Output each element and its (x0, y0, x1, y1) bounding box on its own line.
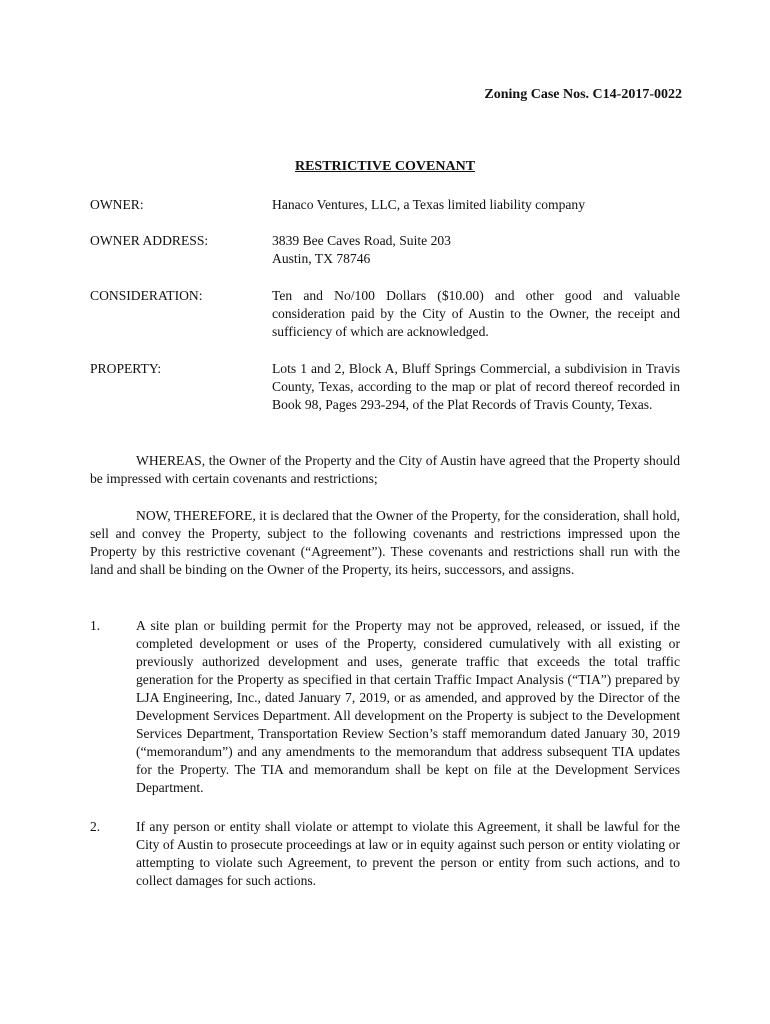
property-label: PROPERTY: (90, 361, 162, 376)
owner-address-value (272, 232, 680, 268)
owner-address-line2: Austin, TX 78746 (272, 251, 371, 266)
item-number: 1. (90, 618, 101, 633)
now-therefore-paragraph: NOW, THEREFORE, it is declared that the Owner of the Property, for the consideration, shall hold, sell and convey the Property, subject to the following covenants and restrictions impressed upon the Property by this restrictive covenant (“Agreement”). These covenants and restrictions shall run with the land and shall be binding on the Owner of the Property, its heirs, successors, and assigns. (90, 508, 680, 577)
owner-value: Hanaco Ventures, LLC, a Texas limited liability company (272, 197, 586, 212)
document-title: RESTRICTIVE COVENANT (294, 159, 476, 174)
consideration-row (90, 287, 680, 341)
covenant-item-1 (90, 617, 680, 797)
owner-address-label: OWNER ADDRESS: (90, 233, 209, 248)
item-number: 2. (90, 819, 101, 834)
consideration-value: Ten and No/100 Dollars ($10.00) and other good and valuable consideration paid by the City of Austin to the Owner, the receipt and sufficiency of which are acknowledged. (272, 288, 680, 339)
covenant-item-2 (90, 818, 680, 890)
owner-row (90, 196, 680, 214)
whereas-paragraph: WHEREAS, the Owner of the Property and the City of Austin have agreed that the Property should be impressed with certain covenants and restrictions; (90, 453, 680, 486)
owner-label: OWNER: (90, 197, 144, 212)
property-value: Lots 1 and 2, Block A, Bluff Springs Commercial, a subdivision in Travis County, Texas, according to the map or plat of record thereof recorded in Book 98, Pages 293-294, of the Plat Records of Travis County, Texas. (272, 361, 680, 412)
owner-address-line1: 3839 Bee Caves Road, Suite 203 (272, 233, 451, 248)
item-text: If any person or entity shall violate or attempt to violate this Agreement, it shall be lawful for the City of Austin to prosecute proceedings at law or in equity against such person or entity violating or attempting to violate such Agreement, to prevent the person or entity from such actions, and to collect damages for such actions. (136, 819, 680, 888)
property-row (90, 360, 680, 414)
consideration-label: CONSIDERATION: (90, 288, 203, 303)
case-number: Zoning Case Nos. C14-2017-0022 (484, 87, 682, 102)
item-text: A site plan or building permit for the Property may not be approved, released, or issued, if the completed development or uses of the Property, considered cumulatively with all existing or previously authorized development and uses, generate traffic that exceeds the total traffic generation for the Property as specified in that certain Traffic Impact Analysis (“TIA”) prepared by LJA Engineering, Inc., dated January 7, 2019, or as amended, and approved by the Director of the Development Services Department. All development on the Property is subject to the Development Services Department, Transportation Review Section’s staff memorandum dated January 30, 2019 (“memorandum”) and any amendments to the memorandum that address subsequent TIA updates for the Property. The TIA and memorandum shall be kept on file at the Development Services Department. (136, 618, 680, 795)
owner-address-row (90, 232, 680, 268)
